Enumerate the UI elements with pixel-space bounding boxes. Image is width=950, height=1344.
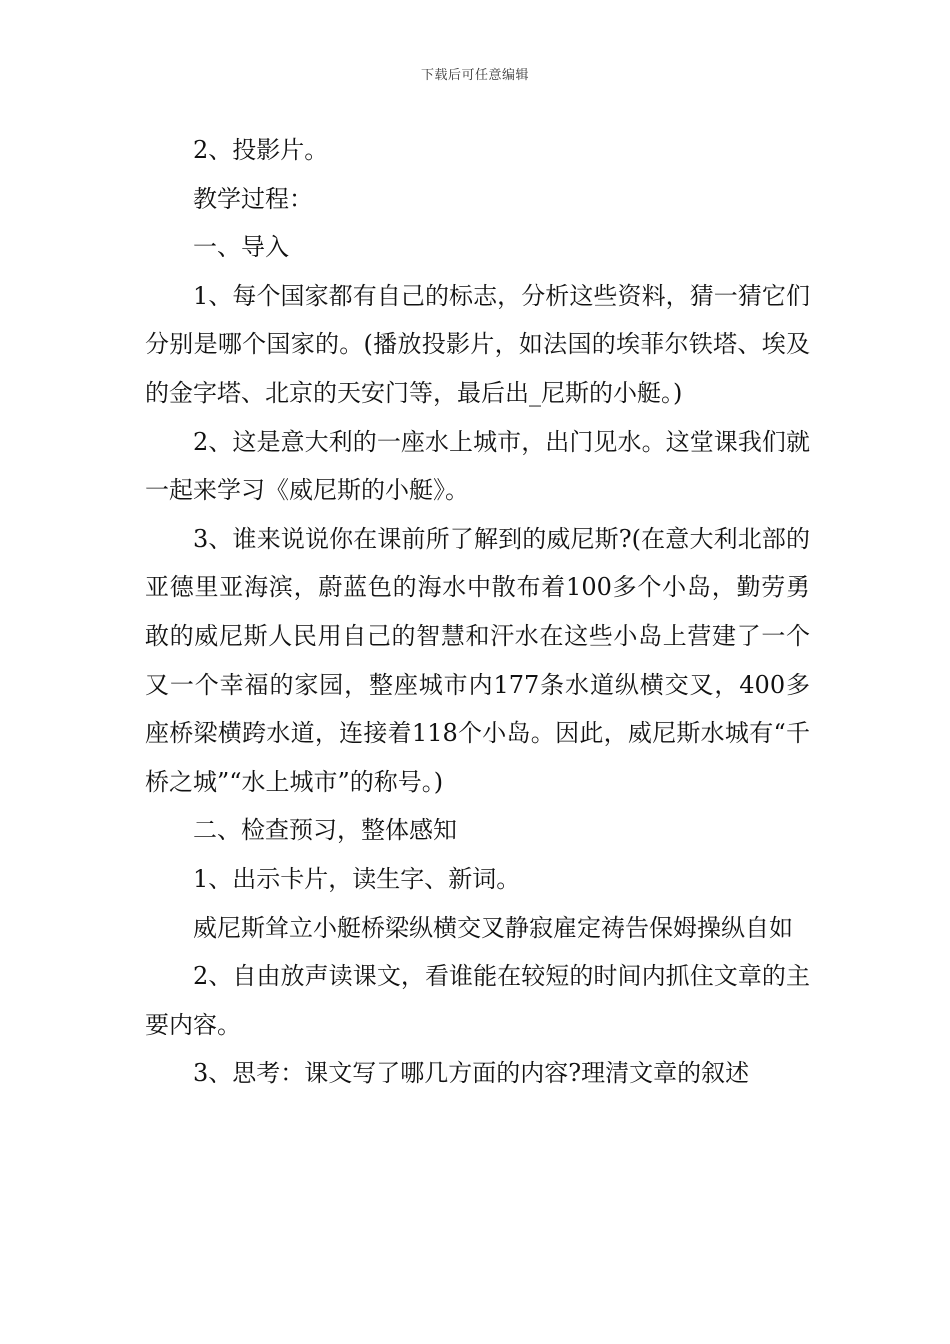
paragraph-materials: 2、投影片。	[193, 136, 329, 164]
paragraph-process-heading: 教学过程：	[193, 184, 313, 213]
page-header: 下载后可任意编辑	[420, 68, 529, 83]
paragraph-intro-step-1: 1、每个国家都有自己的标志，分析这些资料，猜一猜它们分别是哪个国家的。(播放投影片，如法国的埃菲尔铁塔、埃及的金字塔、北京的天安门等，最后出_尼斯的小艇。)	[145, 281, 810, 407]
paragraph-section-intro: 一、导入	[193, 233, 289, 262]
paragraph-vocabulary: 威尼斯耸立小艇桥梁纵横交叉静寂雇定祷告保姆操纵自如	[193, 913, 793, 942]
paragraph-review-step-1: 1、出示卡片，读生字、新词。	[193, 864, 521, 893]
paragraph-intro-step-3: 3、谁来说说你在课前所了解到的威尼斯?(在意大利北部的亚德里亚海滨，蔚蓝色的海水中散布着100多个小岛，勤劳勇敢的威尼斯人民用自己的智慧和汗水在这些小岛上营建了一个又一个幸福的家园，整座城市内177条水道纵横交叉，400多座桥梁横跨水道，连接着118个小岛。因此，威尼斯水城有“千桥之城”“水上城市”的称号。)	[145, 524, 810, 796]
paragraph-review-step-3: 3、思考：课文写了哪几方面的内容?理清文章的叙述	[193, 1059, 750, 1088]
paragraph-review-step-2: 2、自由放声读课文，看谁能在较短的时间内抓住文章的主要内容。	[145, 962, 810, 1039]
paragraph-intro-step-2: 2、这是意大利的一座水上城市，出门见水。这堂课我们就一起来学习《威尼斯的小艇》。	[145, 427, 810, 505]
document-body	[145, 126, 810, 1098]
paragraph-section-review: 二、检查预习，整体感知	[193, 816, 457, 845]
